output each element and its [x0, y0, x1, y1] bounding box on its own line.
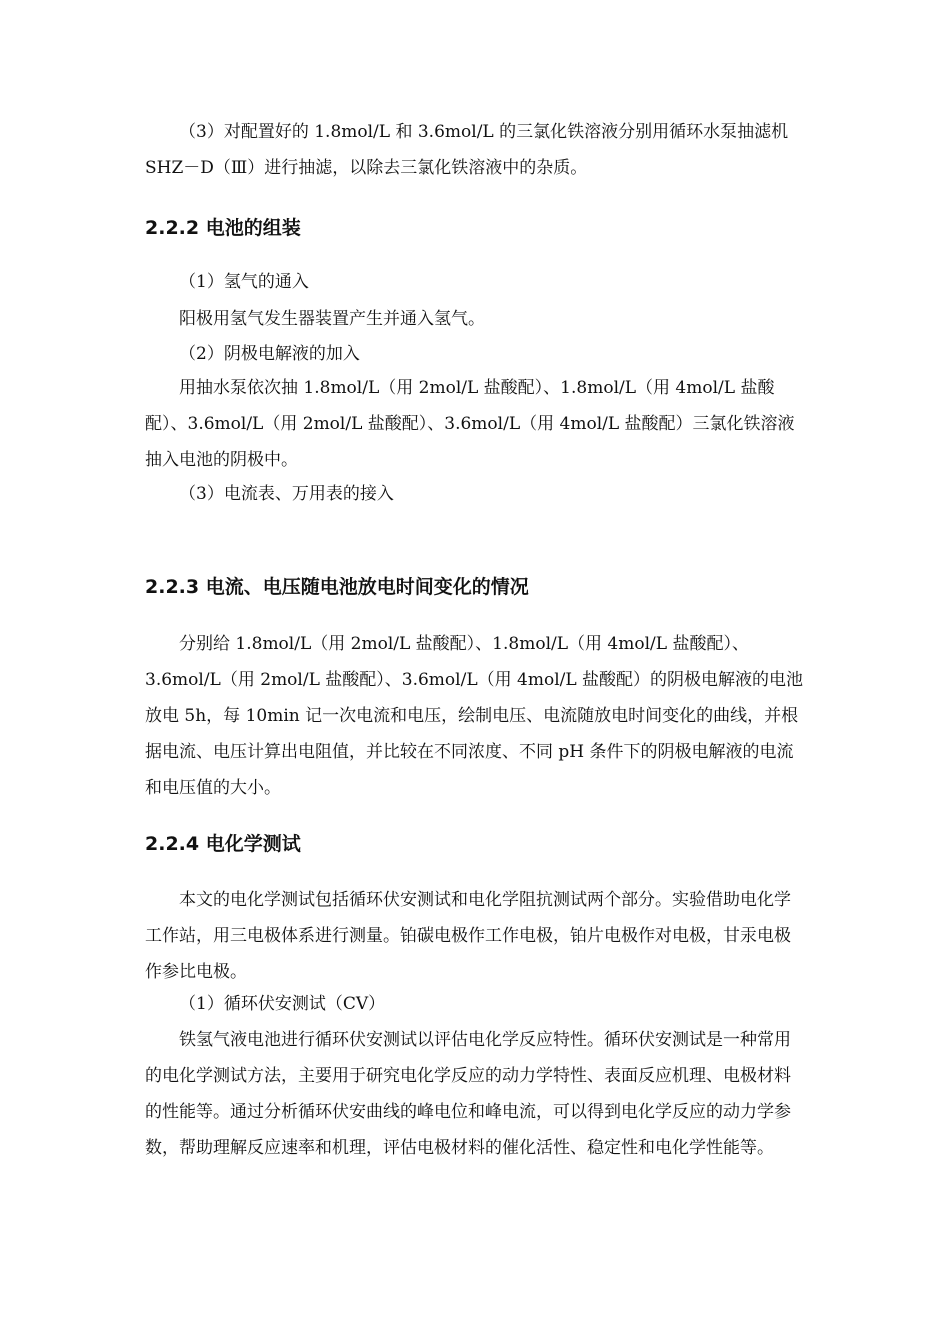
paragraph-discharge: 分别给 1.8mol/L（用 2mol/L 盐酸配）、1.8mol/L（用 4mol/L 盐酸配）、3.6mol/L（用 2mol/L 盐酸配）、3.6mol/L（用 4mol/L 盐酸配）的阴极电解液的电池放电 5h，每 10min 记一次电流和电压，绘制电压、电流随放电时间变化的曲线，并根据电流、电压计算出电阻值，并比较在不同浓度、不同 pH 条件下的阴极电解液的电流和电压值的大小。: [145, 634, 804, 798]
subheading-cyclic-voltammetry: （1）循环伏安测试（CV）: [179, 994, 386, 1014]
paragraph-cyclic-voltammetry: 铁氢气液电池进行循环伏安测试以评估电化学反应特性。循环伏安测试是一种常用的电化学测试方法，主要用于研究电化学反应的动力学特性、表面反应机理、电极材料的性能等。通过分析循环伏安曲线的峰电位和峰电流，可以得到电化学反应的动力学参数，帮助理解反应速率和机理，评估电极材料的催化活性、稳定性和电化学性能等。: [145, 1030, 791, 1158]
subheading-ammeter-connection: （3）电流表、万用表的接入: [179, 484, 394, 504]
heading-2-2-3: 2.2.3 电流、电压随电池放电时间变化的情况: [145, 576, 529, 598]
paragraph-hydrogen-inlet: 阳极用氢气发生器装置产生并通入氢气。: [179, 309, 485, 329]
subheading-hydrogen-inlet: （1）氢气的通入: [179, 272, 309, 292]
paragraph-electrochemical-test: 本文的电化学测试包括循环伏安测试和电化学阻抗测试两个部分。实验借助电化学工作站，用三电极体系进行测量。铂碳电极作工作电极，铂片电极作对电极，甘汞电极作参比电极。: [145, 890, 791, 982]
heading-2-2-2: 2.2.2 电池的组装: [145, 217, 301, 239]
paragraph-filtration: （3）对配置好的 1.8mol/L 和 3.6mol/L 的三氯化铁溶液分别用循环水泵抽滤机 SHZ－D（Ⅲ）进行抽滤，以除去三氯化铁溶液中的杂质。: [145, 122, 789, 178]
subheading-catholyte-addition: （2）阴极电解液的加入: [179, 344, 360, 364]
heading-2-2-4: 2.2.4 电化学测试: [145, 833, 301, 855]
paragraph-catholyte-addition: 用抽水泵依次抽 1.8mol/L（用 2mol/L 盐酸配）、1.8mol/L（用 4mol/L 盐酸配）、3.6mol/L（用 2mol/L 盐酸配）、3.6mol/L（用 4mol/L 盐酸配）三氯化铁溶液抽入电池的阴极中。: [145, 378, 795, 470]
